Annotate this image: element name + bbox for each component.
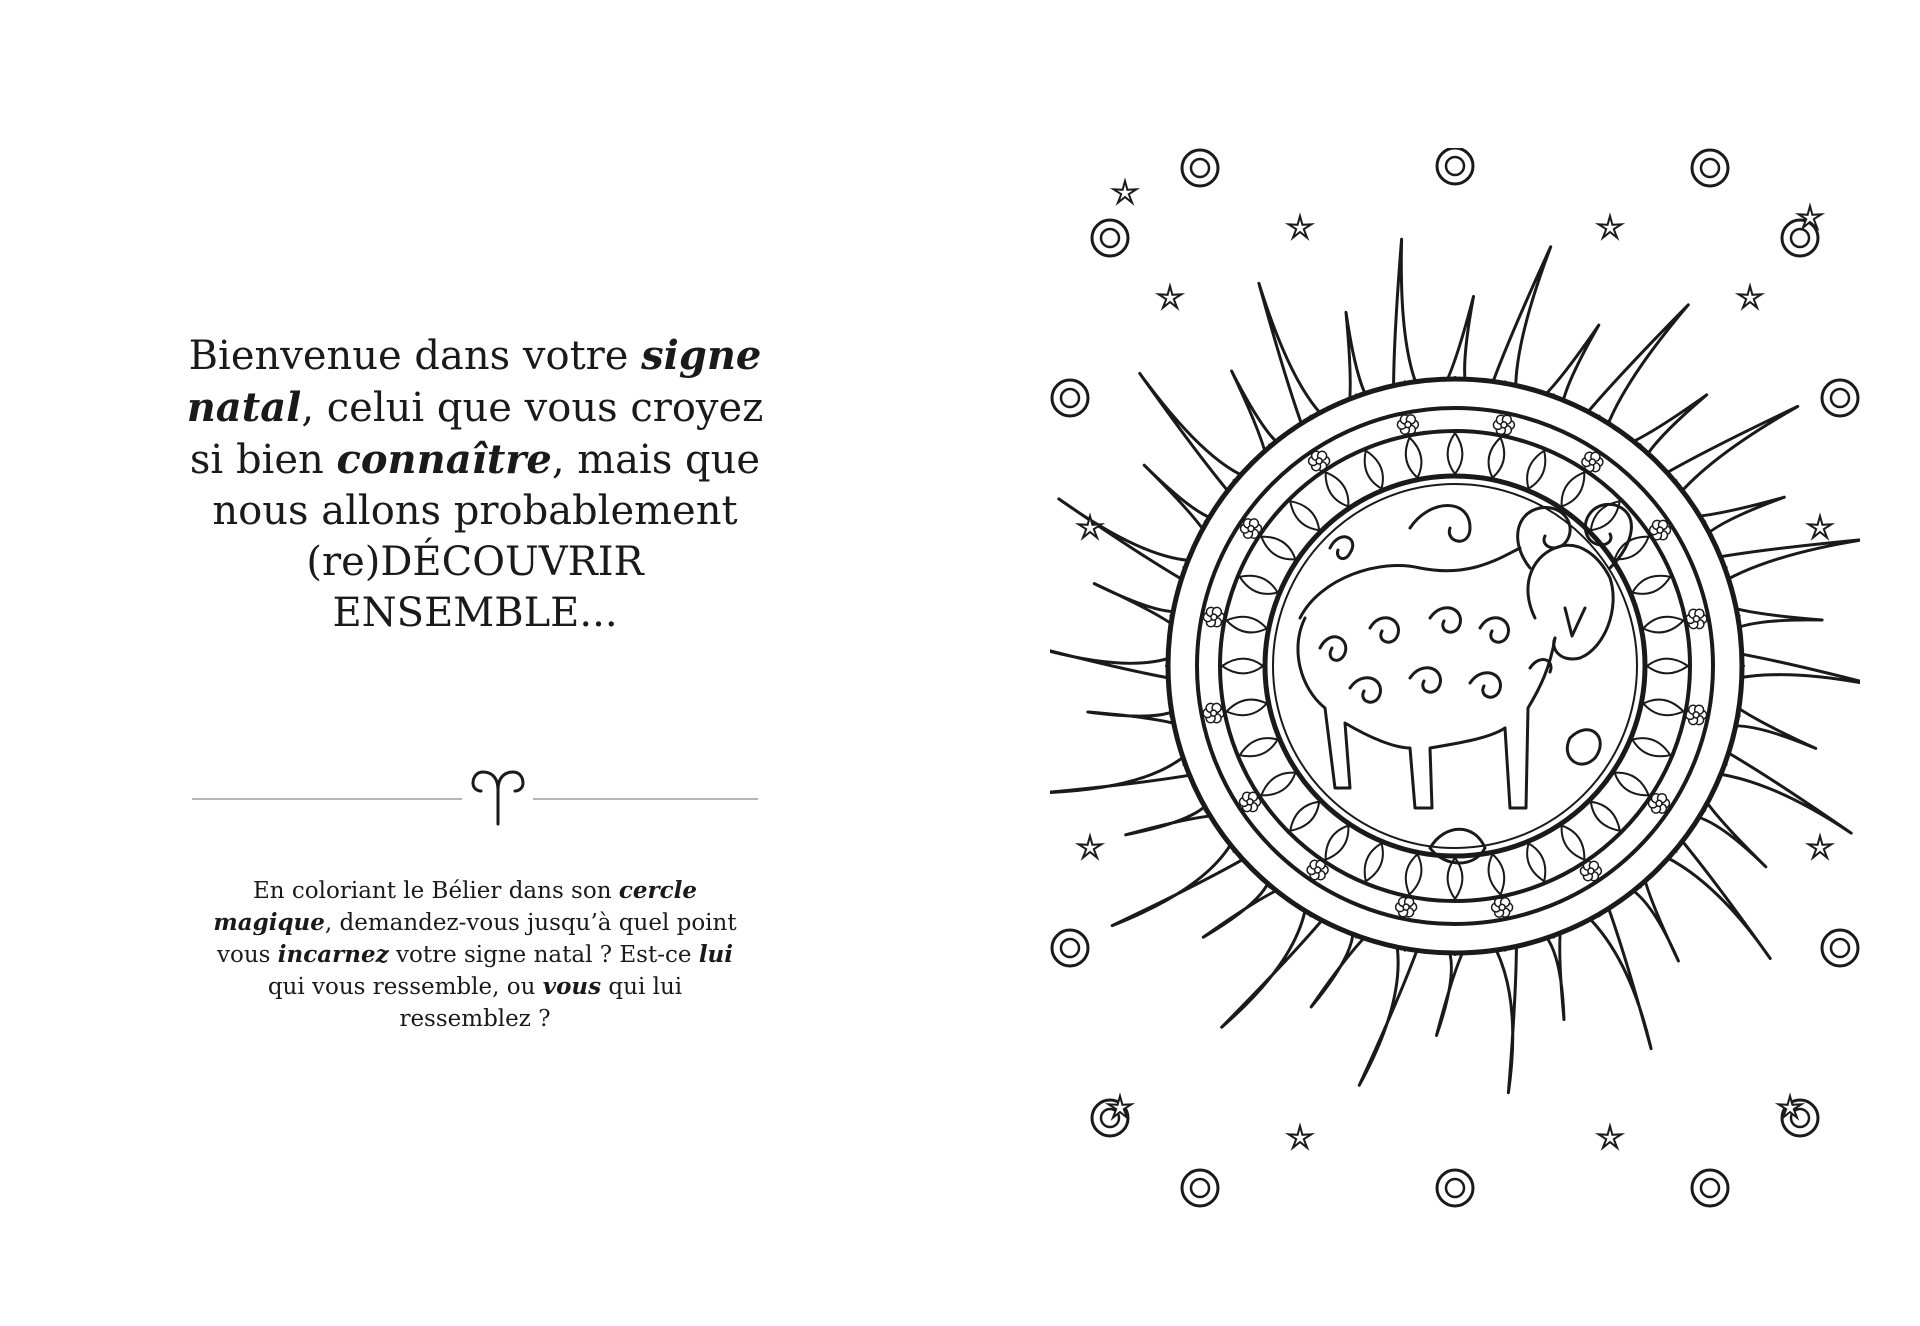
scroll-swirl <box>1052 380 1088 416</box>
flower-center <box>1315 867 1321 873</box>
body-text-3: votre signe natal ? Est-ce <box>395 942 692 968</box>
scroll-swirl <box>1052 930 1088 966</box>
intro-heading <box>170 330 780 639</box>
flower-center <box>1316 458 1322 464</box>
scroll-swirl <box>1782 220 1818 256</box>
flower-center <box>1211 710 1217 716</box>
star-icon <box>1599 1126 1622 1148</box>
scroll-swirl <box>1182 1170 1218 1206</box>
body-text-5: qui lui ressemblez ? <box>399 974 683 1032</box>
sun-ray <box>1725 651 1860 687</box>
scroll-swirl-inner <box>1701 1179 1719 1197</box>
aries-mandala-svg <box>1050 148 1860 1208</box>
star-icon <box>1739 286 1762 308</box>
body-emphasis-lui: lui <box>698 941 734 968</box>
intro-text-1: Bienvenue dans votre <box>188 333 629 379</box>
flower-center <box>1247 799 1253 805</box>
scroll-swirl-inner <box>1831 389 1849 407</box>
intro-emphasis-connaitre: connaître <box>336 436 552 483</box>
star-icon <box>1079 836 1102 858</box>
scroll-swirl <box>1437 148 1473 184</box>
body-emphasis-vous: vous <box>542 973 602 1000</box>
scroll-swirl-inner <box>1061 939 1079 957</box>
star-icon <box>1079 516 1102 538</box>
star-icon <box>1809 516 1832 538</box>
scroll-swirl <box>1092 220 1128 256</box>
coloring-illustration <box>1050 148 1860 1208</box>
body-text-2: , demandez-vous jusqu’à quel point vous <box>216 910 737 968</box>
scroll-swirl-inner <box>1446 1179 1464 1197</box>
flower-center <box>1588 868 1594 874</box>
inner-ring <box>1265 476 1645 856</box>
sun-ray <box>1487 929 1516 1093</box>
sun-ray <box>1050 645 1185 681</box>
flower-center <box>1589 459 1595 465</box>
flower-center <box>1501 422 1507 428</box>
star-icon <box>1289 1126 1312 1148</box>
star-icon <box>1159 286 1182 308</box>
scroll-swirl <box>1822 380 1858 416</box>
body-paragraph <box>200 875 750 1035</box>
flower-center <box>1693 616 1699 622</box>
scroll-swirl-inner <box>1191 1179 1209 1197</box>
flower-center <box>1693 712 1699 718</box>
intro-text-3: , mais que nous allons probablement (re)DÉCOUVRIR ENSEMBLE... <box>212 437 761 636</box>
flower-center <box>1499 904 1505 910</box>
scroll-swirl <box>1182 150 1218 186</box>
scroll-swirl <box>1437 1170 1473 1206</box>
flower-center <box>1248 526 1254 532</box>
flower-center <box>1403 904 1409 910</box>
intro-emphasis-signe-natal: signe natal <box>186 332 762 431</box>
star-icon <box>1114 181 1137 203</box>
aries-icon <box>470 766 526 826</box>
flower-center <box>1657 527 1663 533</box>
flower-center <box>1656 800 1662 806</box>
scroll-swirl-inner <box>1446 157 1464 175</box>
flower-center <box>1211 614 1217 620</box>
scroll-swirl-inner <box>1061 389 1079 407</box>
scroll-swirl-inner <box>1101 229 1119 247</box>
scroll-swirl <box>1692 150 1728 186</box>
body-text-1: En coloriant le Bélier dans son <box>253 878 612 904</box>
star-icon <box>1809 836 1832 858</box>
star-icon <box>1289 216 1312 238</box>
body-emphasis-cercle-magique: cercle magique <box>213 877 697 936</box>
intro-text-2: , celui que vous croyez si bien <box>189 385 764 483</box>
body-emphasis-incarnez: incarnez <box>277 941 389 968</box>
divider-line-right <box>533 798 758 800</box>
sun-ray <box>1394 239 1423 403</box>
scroll-swirl-inner <box>1191 159 1209 177</box>
divider-line-left <box>192 798 462 800</box>
scroll-swirl-inner <box>1791 229 1809 247</box>
flower-center <box>1405 422 1411 428</box>
scroll-swirl-inner <box>1701 159 1719 177</box>
scroll-swirl-inner <box>1831 939 1849 957</box>
scroll-swirl <box>1692 1170 1728 1206</box>
body-text-4: qui vous ressemble, ou <box>267 974 536 1000</box>
scroll-swirl <box>1822 930 1858 966</box>
star-icon <box>1599 216 1622 238</box>
